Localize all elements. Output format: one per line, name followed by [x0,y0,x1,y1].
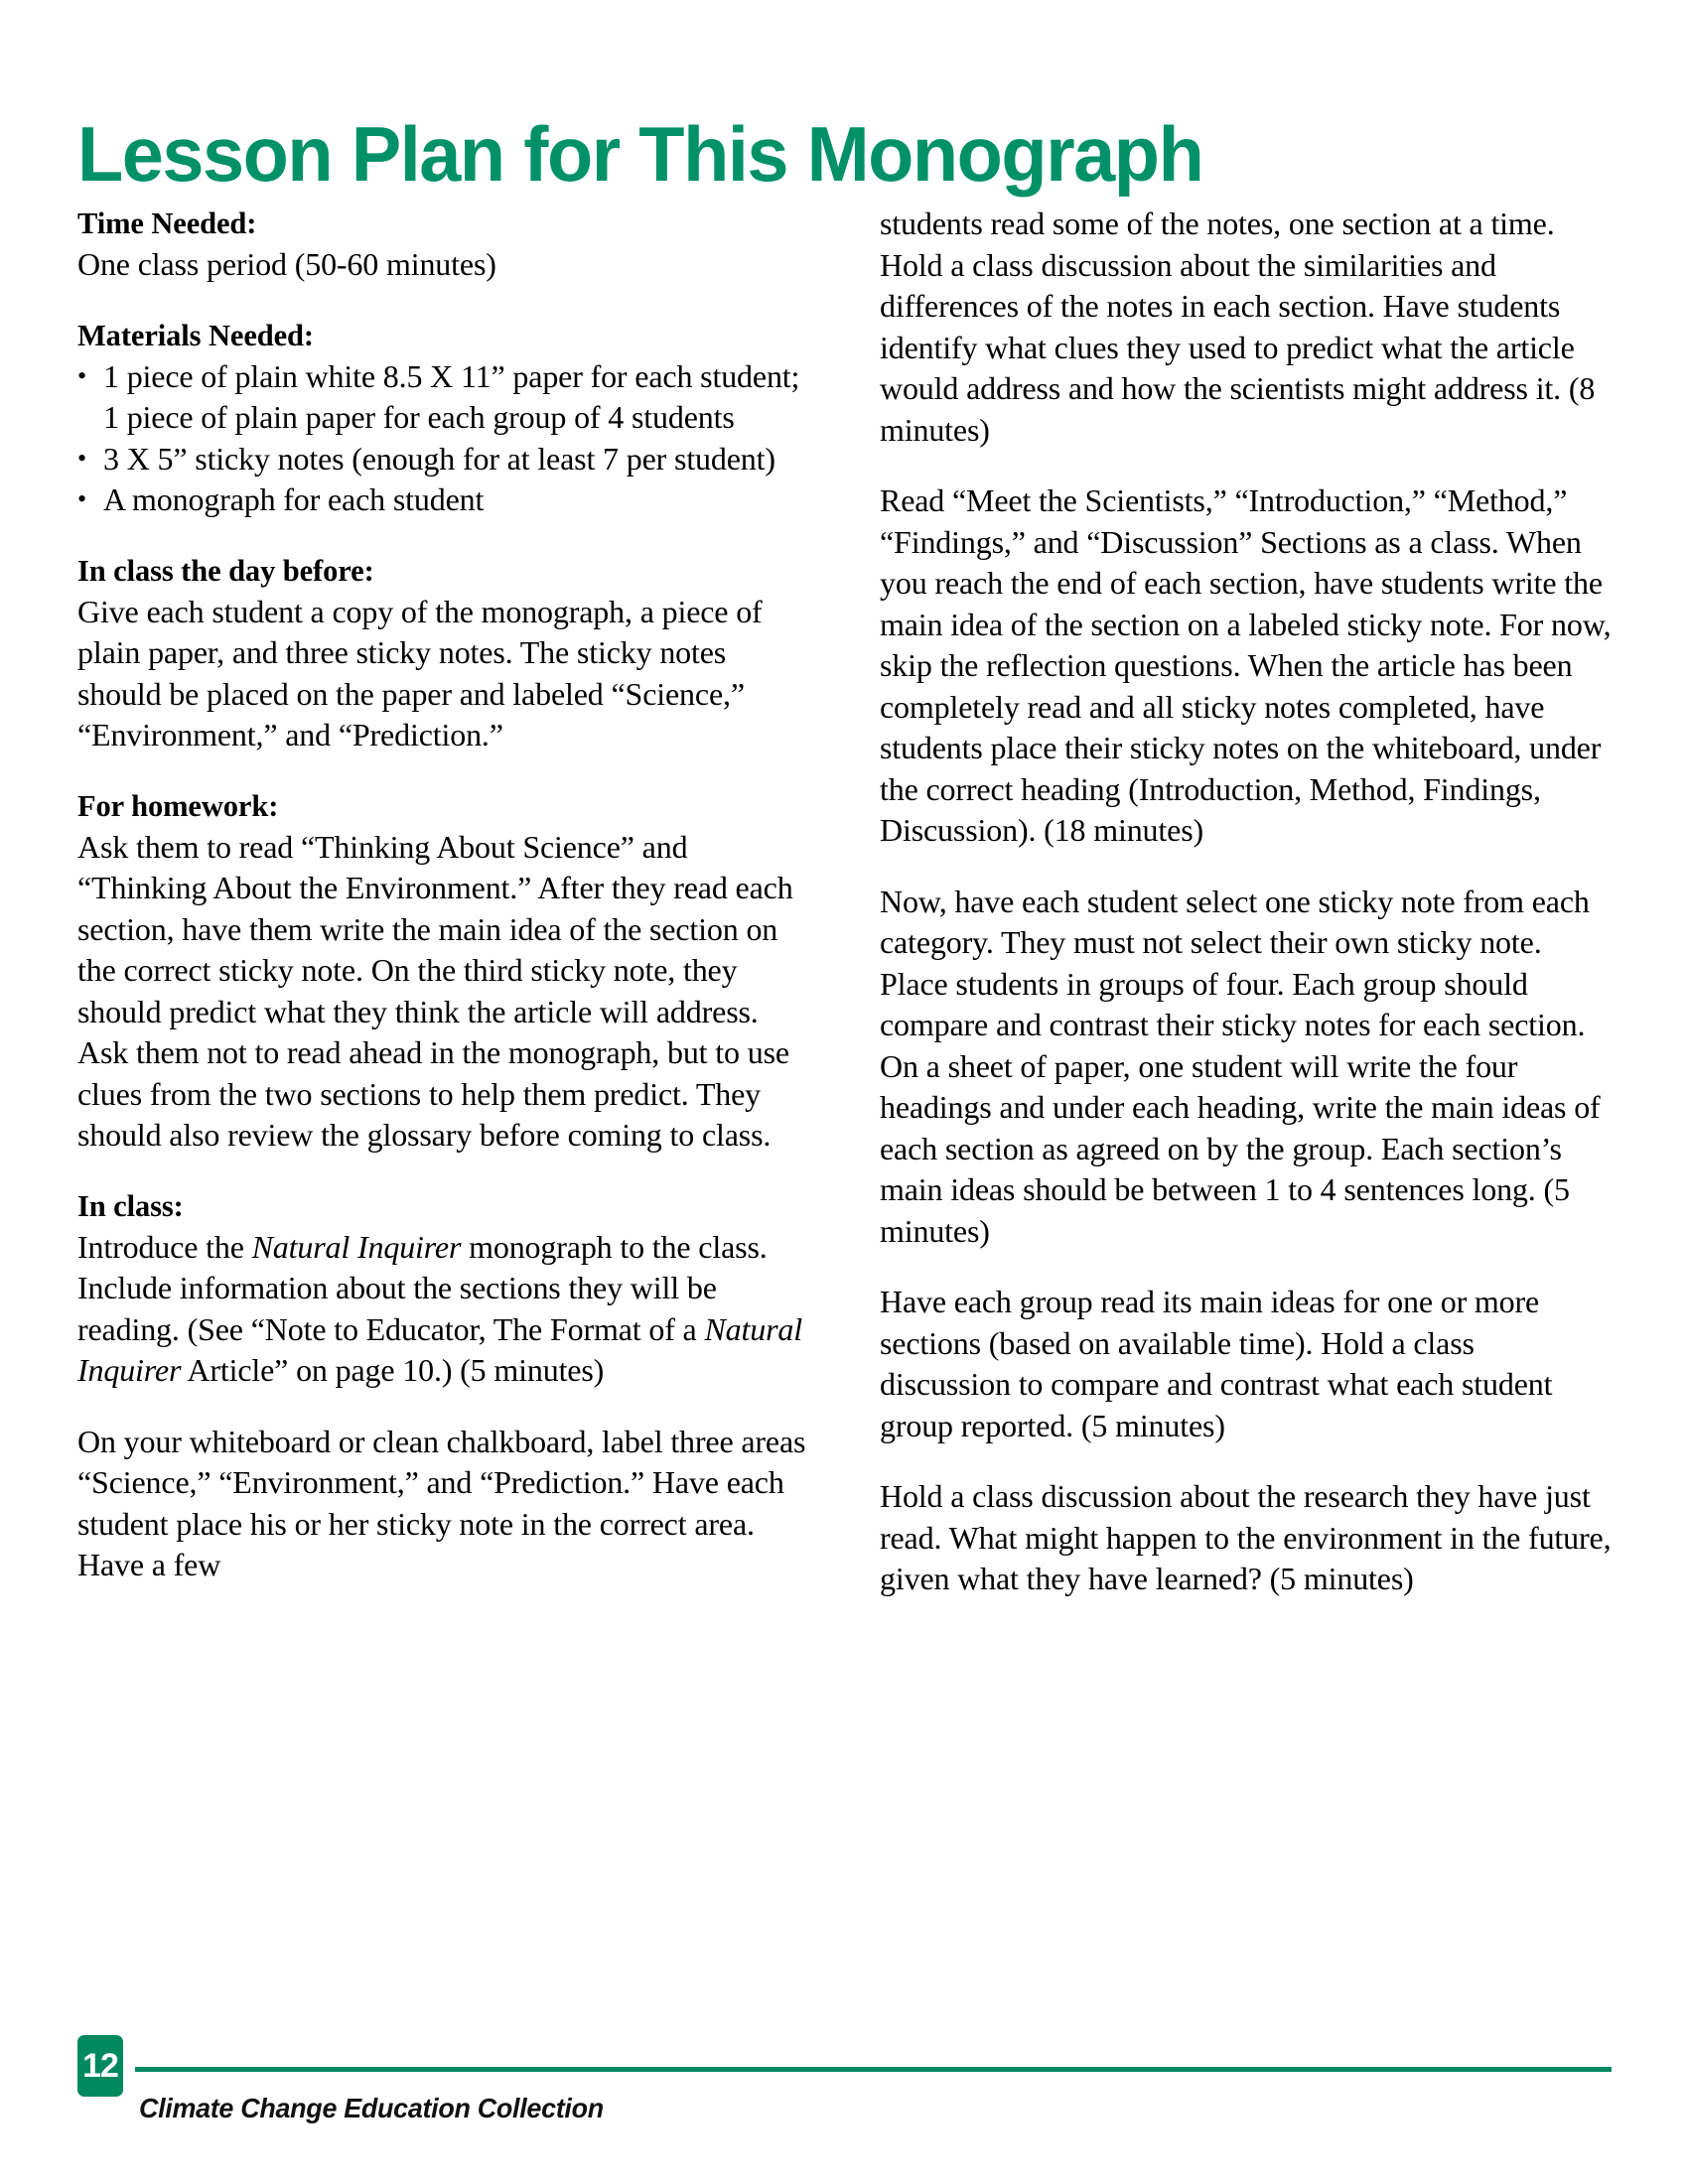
left-column [77,204,810,1586]
page-title: Lesson Plan for This Monograph [77,110,1203,199]
in-class-text-part3: Article” on page 10.) (5 minutes) [181,1352,605,1388]
day-before-text: Give each student a copy of the monograph, a piece of plain paper, and three sticky notes. The sticky notes should be placed on the paper and labeled “Science,” “Environment,” and “Prediction.” [77,593,763,752]
materials-list [77,356,810,521]
right-paragraph-2: Read “Meet the Scientists,” “Introduction,” “Method,” “Findings,” and “Discussion” Sections as a class. When you reach the end of each section, have students write the main idea of the section on a labeled sticky note. For now, skip the reflection questions. When the article has been completely read and all sticky notes completed, have students place their sticky notes on the whiteboard, under the correct heading (Introduction, Method, Findings, Discussion). (18 minutes) [880,482,1612,848]
time-needed-text: One class period (50-60 minutes) [77,246,496,282]
time-needed-heading: Time Needed: [77,206,257,240]
journal-title-italic: Natural Inquirer [77,1310,802,1388]
section-group-work [880,882,1613,1253]
section-read-sections [880,480,1613,852]
list-item: • A monograph for each student [77,479,810,521]
right-paragraph-1: students read some of the notes, one section at a time. Hold a class discussion about the similarities and differences of the notes in each section. Have students identify what clues they used to predict what the article would address and how the scientists might address it. (8 minutes) [880,205,1596,448]
footer-collection-title: Climate Change Education Collection [139,2093,604,2123]
section-materials-needed [77,316,810,521]
homework-text: Ask them to read “Thinking About Science” and “Thinking About the Environment.” After they read each section, have them write the main idea of the section on the correct sticky note. On the third sticky note, they should predict what they think the article will address. Ask them not to read ahead in the monograph, but to use clues from the two sections to help them predict. They should also review the glossary before coming to class. [77,828,793,1153]
page-number-badge: 12 [77,2035,123,2097]
right-column [880,204,1613,1600]
right-paragraph-5: Hold a class discussion about the research they have just read. What might happen to the environment in the future, given what they have learned? (5 minutes) [880,1478,1612,1596]
section-group-share [880,1282,1613,1446]
two-column-body [77,204,1612,1600]
right-paragraph-4: Have each group read its main ideas for one or more sections (based on available time). Hold a class discussion to compare and contrast what each student group reported. (5 minutes) [880,1284,1553,1443]
footer-divider [135,2067,1612,2072]
right-paragraph-3: Now, have each student select one sticky note from each category. They must not select their own sticky note. Place students in groups of four. Each group should compare and contrast their sticky notes for each section. On a sheet of paper, one student will write the four headings and under each heading, write the main ideas of each section as agreed on by the group. Each section’s main ideas should be between 1 to 4 sentences long. (5 minutes) [880,883,1601,1249]
list-item: • 1 piece of plain white 8.5 X 11” paper for each student; 1 piece of plain paper for each group of 4 students [77,356,810,439]
journal-title-italic: Natural Inquirer [251,1228,462,1265]
in-class-heading: In class: [77,1188,184,1223]
section-whiteboard [77,1422,810,1586]
section-day-before [77,551,810,756]
section-time-needed [77,204,810,286]
section-in-class [77,1186,810,1392]
in-class-text-part2: monograph to the class. Include information about the sections they will be reading. (See “Note to Educator, The Format of a [77,1228,768,1347]
in-class-text [77,1227,810,1392]
section-continuation [880,204,1613,451]
list-item: • 3 X 5” sticky notes (enough for at least 7 per student) [77,439,810,480]
whiteboard-text: On your whiteboard or clean chalkboard, label three areas “Science,” “Environment,” and “Prediction.” Have each student place his or her sticky note in the correct area. Have a few [77,1423,806,1582]
homework-heading: For homework: [77,788,279,823]
materials-needed-heading: Materials Needed: [77,318,314,352]
in-class-text-part1: Introduce the [77,1228,252,1265]
section-homework [77,786,810,1157]
section-final-discussion [880,1476,1613,1600]
day-before-heading: In class the day before: [77,553,374,588]
page-footer [77,2035,1612,2129]
